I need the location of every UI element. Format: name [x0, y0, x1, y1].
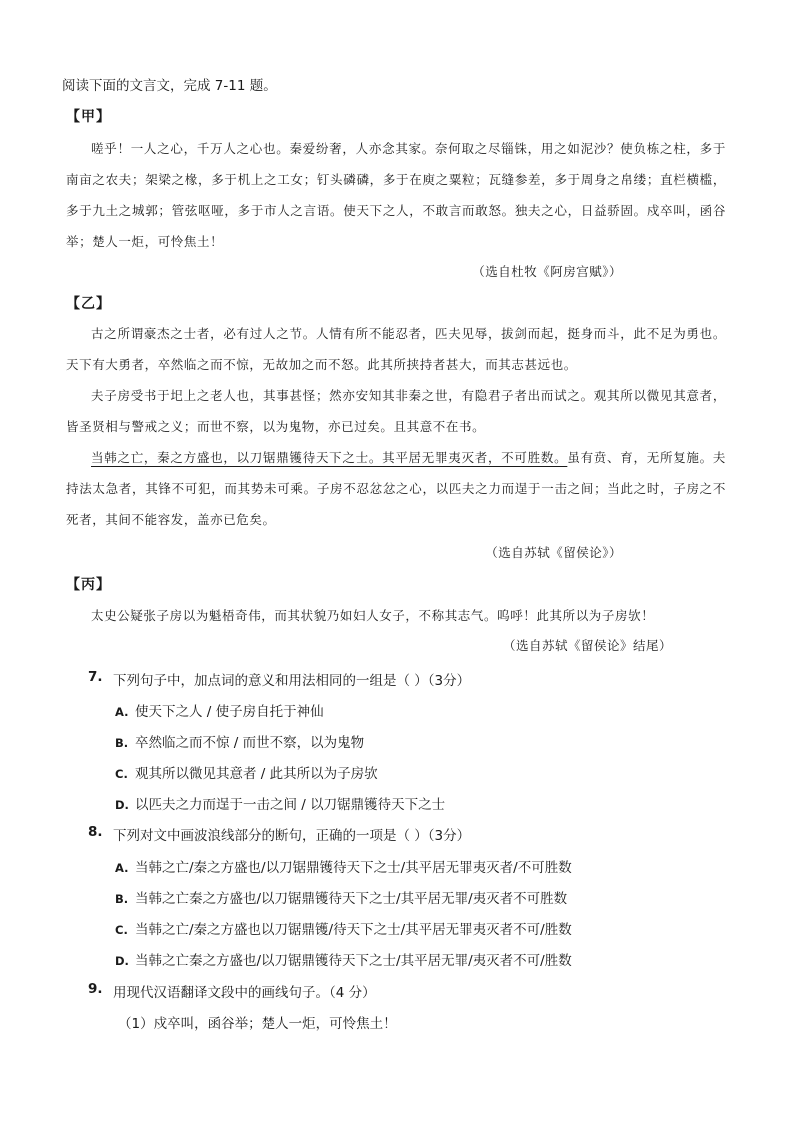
option-label: A. — [115, 861, 129, 875]
question-9-sub-1: （1）戍卒叫，函谷举；楚人一炬，可怜焦土！ — [118, 1016, 397, 1032]
option-text: 当韩之亡/秦之方盛也/以刀锯鼎镬待天下之士/其平居无罪夷灭者/不可胜数 — [135, 860, 572, 876]
section-tag-yi-label: 【乙】 — [66, 296, 111, 312]
passage-yi-p1: 古之所谓豪杰之士者，必有过人之节。人情有所不能忍者，匹夫见辱，拔剑而起，挺身而斗，此不足为勇也。天下有大勇者，卒然临之而不惊，无故加之而不怒。此其所挟持者甚大，而其志甚远也。 — [66, 326, 726, 372]
question-8-option-b[interactable] — [115, 887, 567, 907]
option-label: C. — [115, 923, 128, 937]
question-8-option-a[interactable] — [115, 856, 572, 876]
question-8-option-d[interactable] — [115, 949, 572, 969]
option-label: D. — [115, 954, 129, 968]
option-label: B. — [115, 736, 129, 750]
passage-bing — [66, 600, 726, 631]
option-text: 当韩之亡/秦之方盛也以刀锯鼎镬/待天下之士/其平居无罪夷灭者不可/胜数 — [135, 922, 572, 938]
option-text: 以匹夫之力而逞于一击之间 / 以刀锯鼎镬待天下之士 — [135, 797, 446, 813]
option-label: C. — [115, 767, 128, 781]
question-8-text: 下列对文中画波浪线部分的断句，正确的一项是（ ）（3分） — [113, 828, 471, 844]
question-7-number: 7. — [88, 669, 103, 685]
option-label: A. — [115, 705, 129, 719]
question-8-number: 8. — [88, 824, 103, 840]
question-9-number: 9. — [88, 981, 103, 997]
option-text: 卒然临之而不惊 / 而世不察，以为鬼物 — [135, 735, 365, 751]
section-tag-jia: 【甲】 — [66, 109, 111, 125]
passage-jia — [66, 133, 726, 257]
underlined-sentence: 当韩之亡，秦之方盛也，以刀锯鼎镬待天下之士。其平居无罪夷灭者，不可胜数。 — [91, 450, 568, 465]
option-text: 使天下之人 / 使子房自托于神仙 — [135, 704, 324, 720]
passage-yi-p3 — [66, 442, 726, 535]
section-tag-bing: 【丙】 — [66, 577, 111, 593]
question-9-text: 用现代汉语翻译文段中的画线句子。（4 分） — [113, 985, 376, 1001]
option-text: 当韩之亡秦之方盛也/以刀锯鼎镬待天下之士/其平居无罪/夷灭者不可/胜数 — [135, 953, 572, 969]
option-text: 当韩之亡秦之方盛也/以刀锯鼎镬待天下之士/其平居无罪/夷灭者不可胜数 — [135, 891, 568, 907]
passage-bing-text: 太史公疑张子房以为魁梧奇伟，而其状貌乃如妇人女子，不称其志气。呜呼！此其所以为子房欤！ — [91, 608, 655, 623]
question-7-option-b[interactable] — [115, 731, 364, 751]
question-7-option-d[interactable] — [115, 793, 445, 813]
source-jia: （选自杜牧《阿房宫赋》） — [472, 264, 622, 279]
section-tag-yi — [66, 293, 111, 313]
passage-yi-p3-rest: 虽有贲、育，无所复施。夫持法太急者，其锋不可犯，而其势未可乘。子房不忍忿忿之心，以匹夫之力而逞于一击之间；当此之时，子房之不死者，其间不能容发，盖亦已危矣。 — [66, 450, 726, 527]
question-7-option-a[interactable] — [115, 700, 324, 720]
question-7-option-c[interactable] — [115, 762, 378, 782]
option-label: D. — [115, 798, 129, 812]
passage-yi — [66, 318, 726, 535]
option-text: 观其所以微见其意者 / 此其所以为子房欤 — [135, 766, 378, 782]
source-bing: （选自苏轼《留侯论》结尾） — [502, 638, 672, 653]
reading-instruction: 阅读下面的文言文，完成 7-11 题。 — [62, 78, 277, 94]
passage-yi-p2: 夫子房受书于圯上之老人也，其事甚怪；然亦安知其非秦之世，有隐君子者出而试之。观其所以微见其意者，皆圣贤相与警戒之义；而世不察，以为鬼物，亦已过矣。且其意不在书。 — [66, 388, 726, 434]
option-label: B. — [115, 892, 129, 906]
question-8-option-c[interactable] — [115, 918, 572, 938]
source-yi: （选自苏轼《留侯论》） — [485, 545, 622, 560]
question-7-text: 下列句子中，加点词的意义和用法相同的一组是（ ）（3分） — [113, 673, 471, 689]
passage-jia-text: 嗟乎！一人之心，千万人之心也。秦爱纷奢，人亦念其家。奈何取之尽锱铢，用之如泥沙？使负栋之柱，多于南亩之农夫；架梁之椽，多于机上之工女；钉头磷磷，多于在庾之粟粒；瓦缝参差，多于周身之帛缕；直栏横槛，多于九土之城郭；管弦呕哑，多于市人之言语。使天下之人，不敢言而敢怒。独夫之心，日益骄固。戍卒叫，函谷举；楚人一炬，可怜焦土！ — [66, 141, 726, 249]
